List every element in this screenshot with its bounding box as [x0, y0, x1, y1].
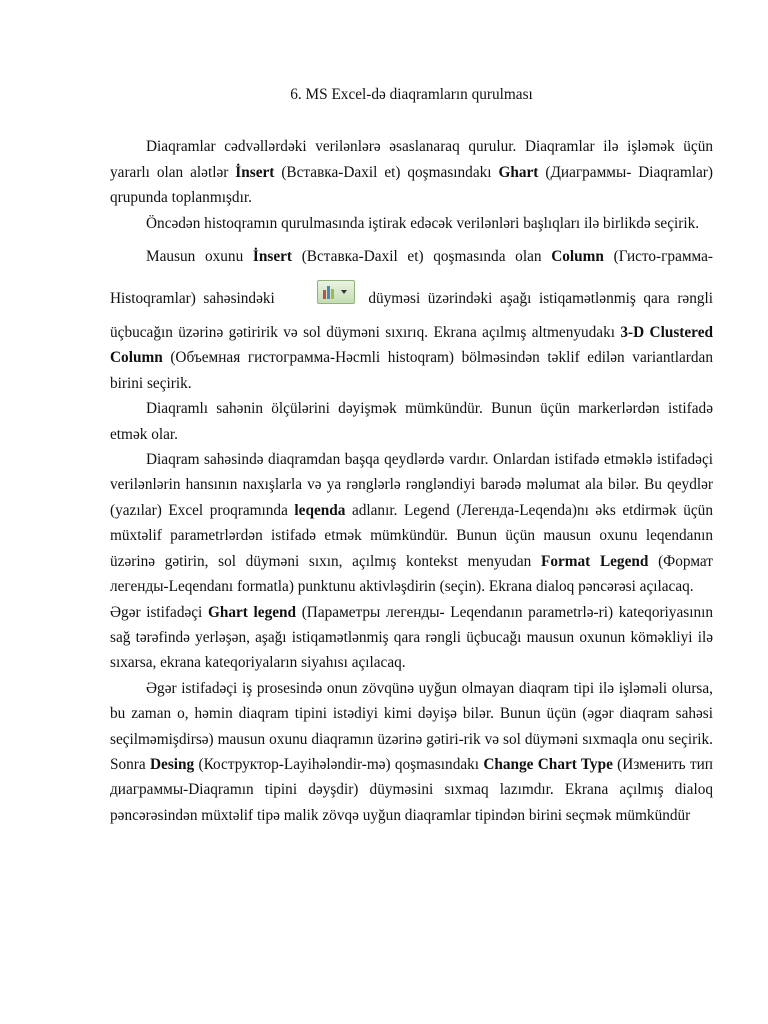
- page-title: 6. MS Excel-də diaqramların qurulması: [290, 86, 533, 103]
- paragraph-5: Diaqram sahəsində diaqramdan başqa qeydlərdə vardır. Onlardan istifadə etməklə istifadəçi verilənlərin hansının naxışlarla və ya rənglərlə rəngləndiyi barədə məlumat ala bilər. Bu qeydlər (yazılar) Excel proqramında leqenda adlanır. Legend (Легенда-Leqenda)nı əks etdirmək üçün müxtəlif parametrlərdən istifadə etmək mümkündür. Bunun üçün mausun oxunu leqendanın üzərinə gətirin, sol düyməni sıxın, açılmış kontekst menyudan Format Legend (Формат легенды-Leqendanı formatla) punktunu aktivləşdirin (seçin). Ekrana dialoq pəncərəsi açılacaq.: [110, 451, 713, 596]
- column-chart-button: [281, 280, 355, 312]
- paragraph-6: Əgər istifadəçi Ghart legend (Параметры легенды- Leqendanın parametrlə-ri) kateqoriyasının sağ tərəfində yerləşən, aşağı istiqamətlənmiş qara rəngli üçbucağı mausun oxunun köməkliyi ilə sıxarsa, ekrana kateqoriyaların siyahısı açılacaq.: [110, 603, 713, 672]
- paragraph-7: Əgər istifadəçi iş prosesində onun zövqünə uyğun olmayan diaqram tipi ilə işləməli olursa, bu zaman o, həmin diaqram tipini istədiyi kimi dəyişə bilər. Bunun üçün (əgər diaqram sahəsi seçilməmişdirsə) mausun oxunu diaqramın üzərinə gətiri-rik və sol düyməni sıxmaqla onu seçirik. Sonra Desing (Коструктор-Layihələndir-mə) qoşmasındakı Change Chart Type (Изменить тип диаграммы-Diaqramın tipini dəyşdir) düyməsini sıxmaq lazımdır. Ekrana açılmış dialoq pəncərəsindən müxtəlif tipə malik zövqə uyğun diaqramlar tipindən birini seçmək mümkündür: [110, 679, 713, 824]
- paragraph-2: Öncədən histoqramın qurulmasında iştirak edəcək verilənləri başlıqları ilə birlikdə seçirik.: [146, 214, 700, 232]
- column-chart-icon: [317, 280, 355, 304]
- paragraph-1: Diaqramlar cədvəllərdəki verilənlərə əsaslanaraq qurulur. Diaqramlar ilə işləmək üçün yararlı olan alətlər İnsert (Вставка-Daxil et) qoşmasındakı Ghart (Диаграммы- Diaqramlar) qrupunda toplanmışdır.: [110, 138, 713, 207]
- paragraph-4: Diaqramlı sahənin ölçülərini dəyişmək mümkündür. Bunun üçün markerlərdən istifadə etmək olar.: [110, 400, 713, 443]
- document-page: [110, 82, 713, 828]
- paragraph-3: Mausun oxunu İnsert (Вставка-Daxil et) qoşmasında olan Column (Гисто-грамма-Histoqramlar) sahəsindəki düyməsi üzərindəki aşağı istiqamətlənmiş qara rəngli üçbucağın üzərinə gətiririk və sol düyməni sıxırıq. Ekrana açılmış altmenyudakı 3-D Clustered Column (Объемная гистограмма-Həcmli histoqram) bölməsindən təklif edilən variantlardan birini seçirik.: [110, 248, 714, 392]
